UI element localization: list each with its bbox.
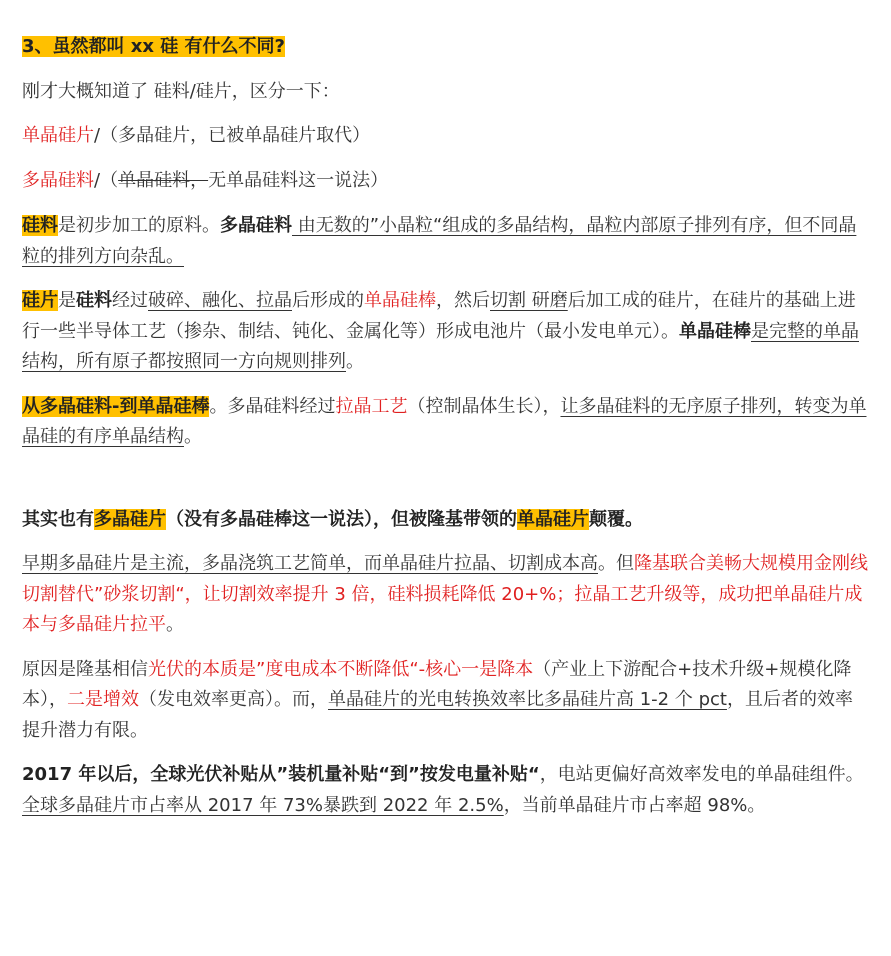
poly-material-note: 无单晶硅料这一说法） [208, 169, 389, 191]
term-poly-material: 多晶硅料 [220, 215, 292, 236]
underlined-early: 早期多晶硅片是主流，多晶浇筑工艺简单，而单晶硅片拉晶、切割成本高 [22, 553, 598, 574]
underlined-transform: 让多晶硅料的无序原子排列，转变为单晶硅的有序单晶结构 [22, 395, 867, 447]
term-poly-wafer: 多晶硅片 [94, 508, 166, 530]
text-span: ，且后者的效率提升潜力有限。 [22, 689, 853, 741]
section-heading-highlight [22, 36, 285, 57]
text-span: 颠覆。 [589, 508, 643, 530]
section-heading [22, 32, 869, 63]
text-span: 经过 [112, 290, 148, 311]
text-span: （产业上下游配合+技术升级+规模化降本）， [22, 658, 852, 710]
term-silicon-material-inline: 硅料 [76, 290, 112, 311]
underlined-cut-polish: 切割 研磨 [490, 290, 568, 311]
red-term-mono-ingot: 单晶硅棒 [364, 290, 436, 311]
text-span: ，当前单晶硅片市占率超 98%。 [503, 794, 766, 816]
red-essence: 光伏的本质是”度电成本不断降低“-核心一是降本 [148, 658, 534, 680]
bold-subsidy-change: 2017 年以后，全球光伏补贴从”装机量补贴“到”按发电量补贴“ [22, 764, 540, 785]
text-span: 。但 [598, 553, 634, 574]
mono-wafer-term: 单晶硅片 [22, 125, 94, 146]
para-silicon-material [22, 211, 869, 272]
para-poly-wafer [22, 505, 869, 536]
red-efficiency: 二是增效 [67, 689, 139, 710]
text-span: 原因是隆基相信 [22, 658, 148, 680]
poly-material-line [22, 166, 869, 197]
text-span: 。 [346, 351, 364, 372]
text-span: （没有多晶硅棒这一说法），但被隆基带领的 [166, 508, 517, 530]
red-term-crystal-pulling: 拉晶工艺 [335, 395, 408, 417]
term-wafer: 硅片 [22, 290, 58, 311]
poly-material-term: 多晶硅料 [22, 169, 94, 191]
term-mono-wafer: 单晶硅片 [517, 508, 589, 530]
para-2017 [22, 760, 869, 821]
text-span: 。 [166, 614, 184, 635]
red-longi-diamond-wire: 隆基联合美畅大规模用金刚线切割替代”砂浆切割“，让切割效率提升 3 倍，硅料损耗降低 20+%；拉晶工艺升级等，成功把单晶硅片成本与多晶硅片拉平 [22, 553, 868, 635]
text-span: 是 [58, 290, 76, 311]
text-span: 后形成的 [292, 290, 364, 311]
poly-material-slash: /（ [94, 169, 119, 191]
text-span: （控制晶体生长）， [407, 395, 561, 417]
spacer [22, 453, 869, 491]
mono-wafer-line [22, 121, 869, 152]
underlined-structure: 是完整的单晶结构，所有原子都按照同一方向规则排列 [22, 320, 859, 372]
underlined-process: 破碎、融化、拉晶 [148, 290, 292, 311]
text-span: ，然后 [436, 290, 490, 311]
para-transform [22, 392, 869, 453]
term-transform: 从多晶硅料-到单晶硅棒 [22, 395, 210, 417]
text-span: 。 [184, 426, 202, 447]
mono-wafer-note: /（多晶硅片，已被单晶硅片取代） [94, 125, 371, 146]
term-silicon-material: 硅料 [22, 215, 58, 236]
underlined-efficiency-gap: 单晶硅片的光电转换效率比多晶硅片高 1-2 个 pct [328, 689, 727, 710]
section-number: 3、 [22, 36, 53, 57]
underlined-definition: 由无数的”小晶粒“组成的多晶结构，晶粒内部原子排列有序，但不同晶粒的排列方向杂乱。 [22, 215, 857, 267]
text-span: （发电效率更高）。而， [139, 689, 328, 710]
para-wafer [22, 286, 869, 378]
text-span: 其实也有 [22, 508, 94, 530]
text-span: 后加工成的硅片，在硅片的基础上进行一些半导体工艺（掺杂、制结、钝化、金属化等）形成电池片（最小发电单元）。 [22, 290, 856, 342]
section-title: 虽然都叫 xx 硅 有什么不同? [52, 36, 285, 57]
struck-text: 单晶硅料， [118, 169, 209, 191]
term-mono-ingot: 单晶硅棒 [679, 320, 751, 342]
text-span: 是初步加工的原料。 [58, 215, 220, 236]
para-reason [22, 655, 869, 747]
text-span: ，电站更偏好高效率发电的单晶硅组件。 [539, 764, 864, 785]
text-span: 。多晶硅料经过 [209, 395, 336, 417]
underlined-market-share: 全球多晶硅片市占率从 2017 年 73%暴跌到 2022 年 2.5% [22, 794, 504, 816]
para-early [22, 549, 869, 641]
intro-line: 刚才大概知道了 硅料/硅片，区分一下： [22, 80, 340, 102]
